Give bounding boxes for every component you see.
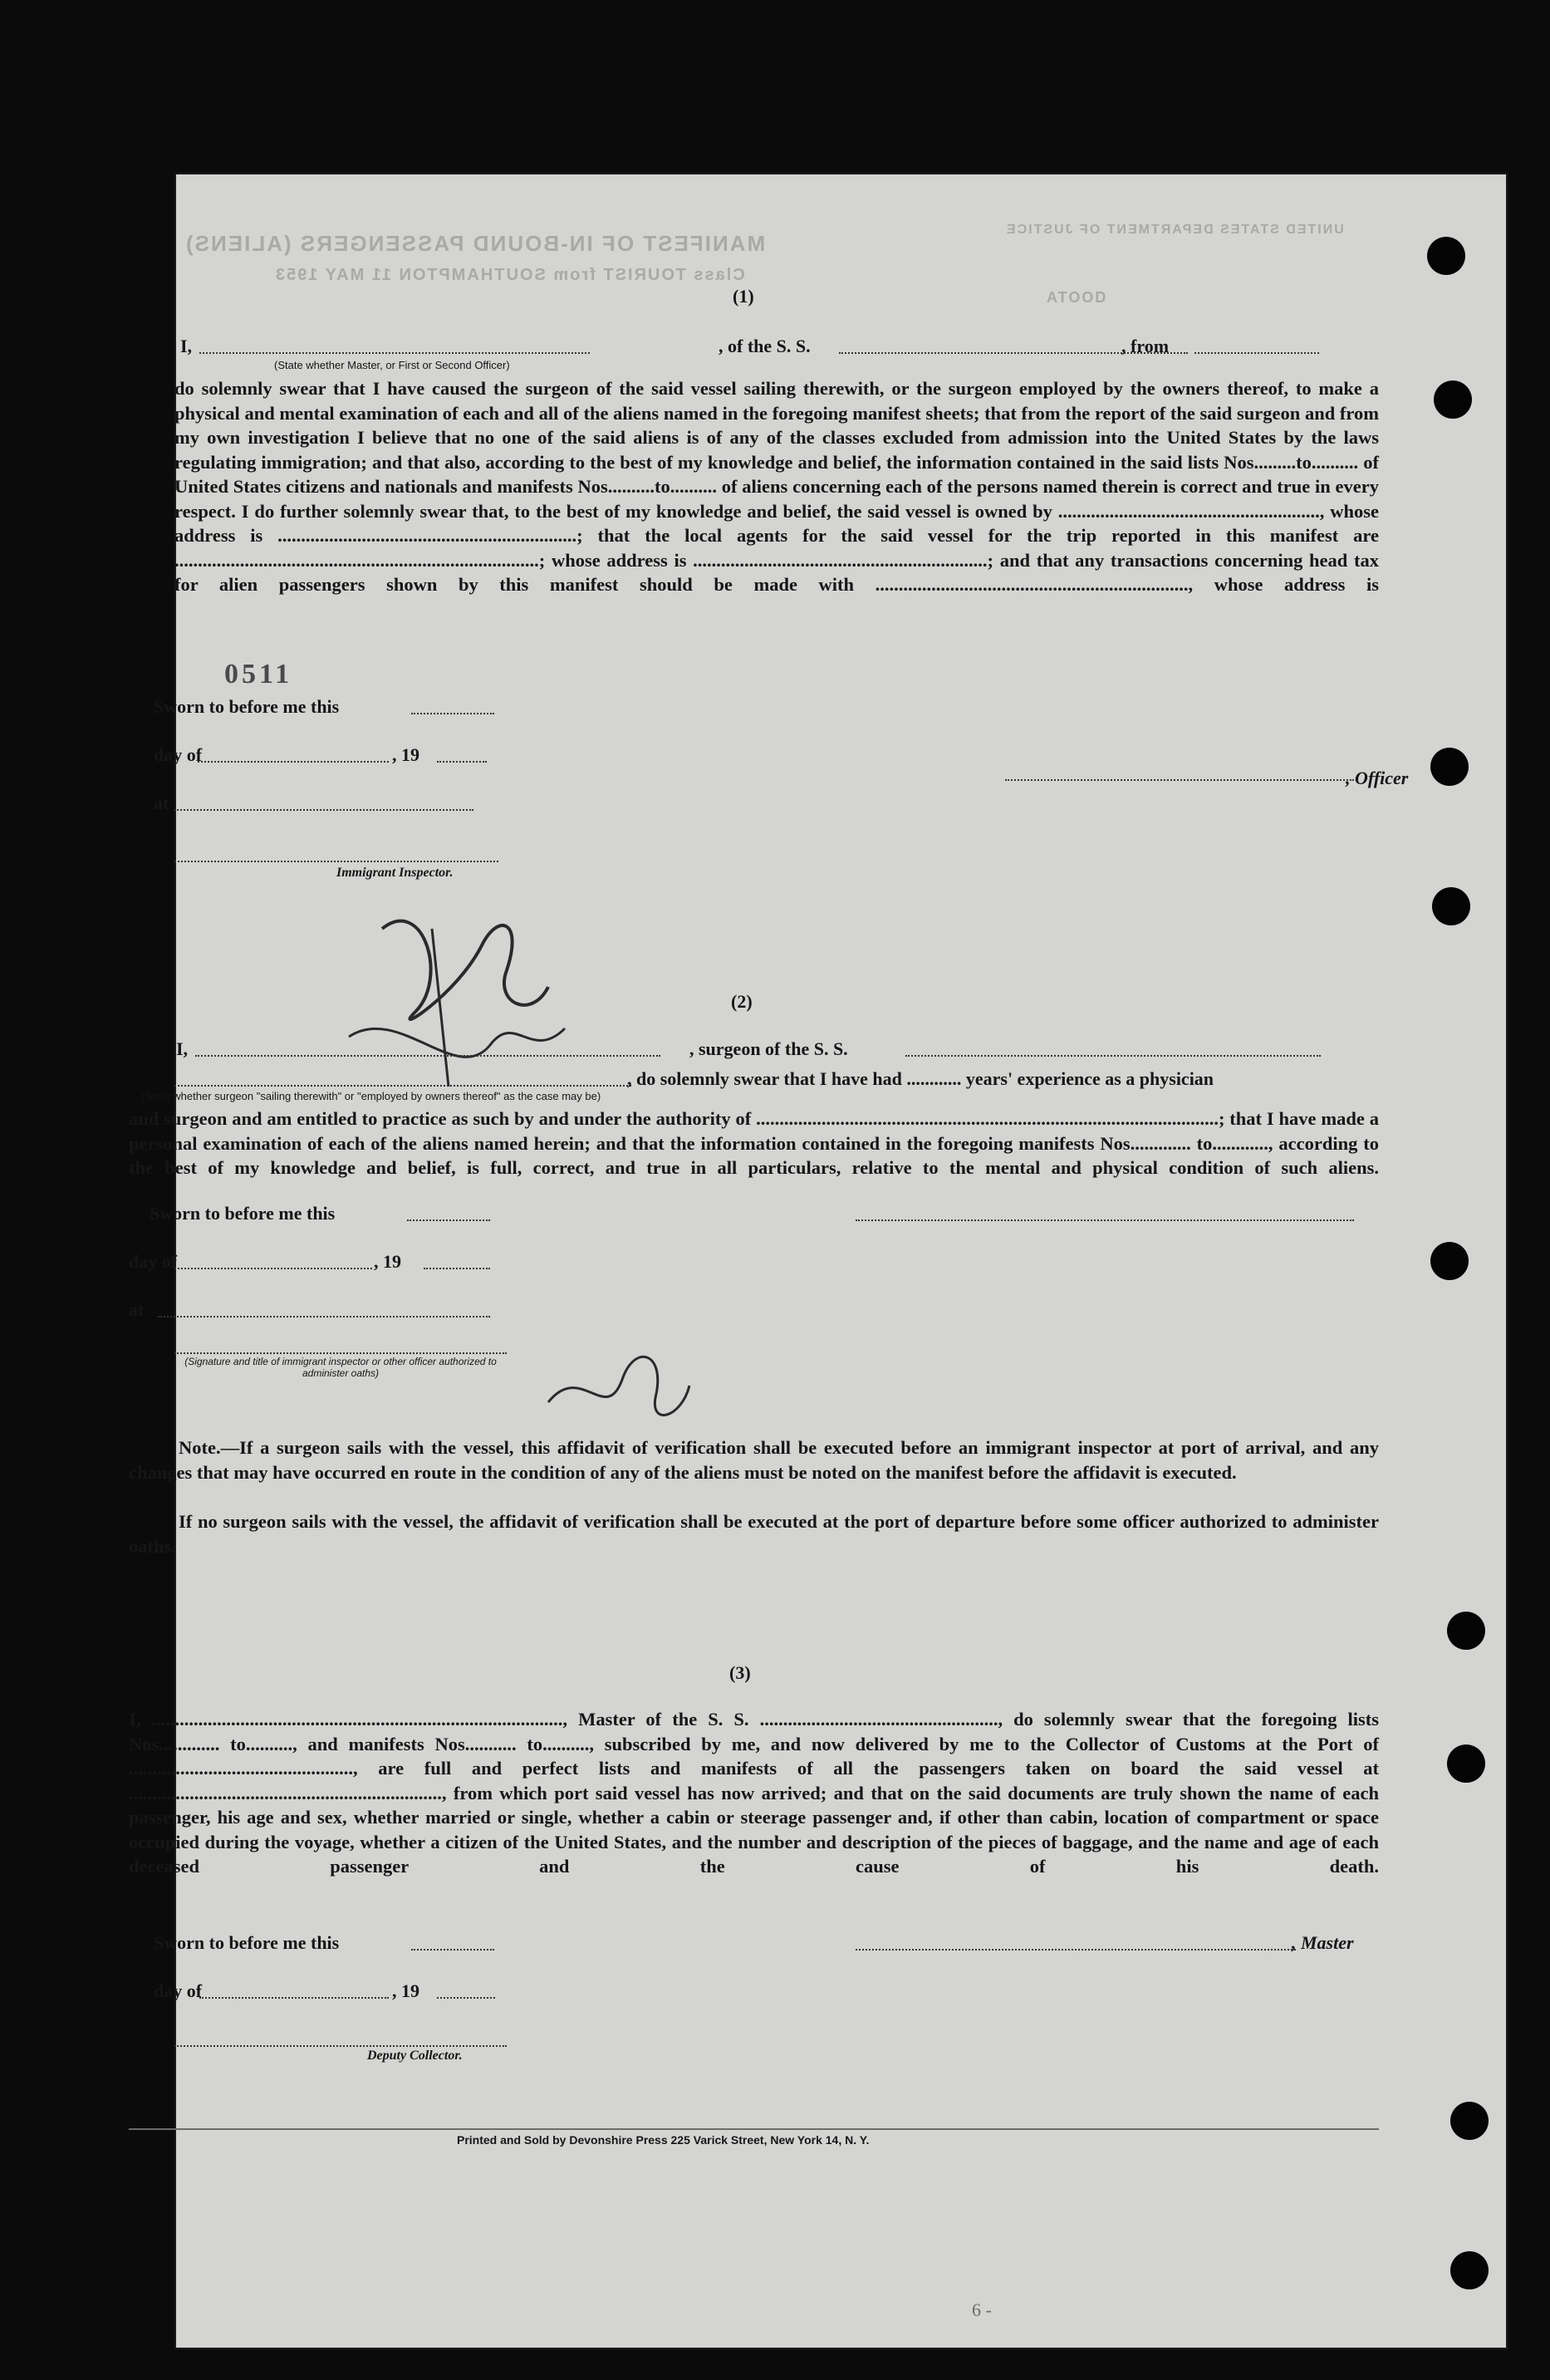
section-1-caption: (State whether Master, or First or Second Officer) — [274, 359, 510, 371]
section-2-sig-caption: (Signature and title of immigrant inspector or other officer authorized to administer oaths) — [184, 1356, 497, 1379]
binder-hole — [1432, 887, 1470, 925]
binder-hole — [1430, 748, 1469, 786]
section-1-officer-title-line — [199, 352, 590, 354]
section-2-day-line — [174, 1268, 372, 1269]
section-2-note-text: —If a surgeon sails with the vessel, this affidavit of verification shall be executed before an immigrant inspector at port of arrival, and any changes that may have occurred en route in the condition of any of the aliens must be noted on the manifest before the affidavit is executed. — [129, 1437, 1379, 1483]
section-3-number: (3) — [729, 1662, 751, 1683]
ghost-header-title: MANIFEST OF IN-BOUND PASSENGERS (ALIENS) — [184, 231, 766, 256]
section-2-type-line — [174, 1085, 631, 1087]
manifest-affidavit-page — [129, 173, 1508, 2349]
ghost-header-right2: ATOOD — [1047, 289, 1108, 306]
section-2-note — [129, 1435, 1379, 1484]
section-3-master: , Master — [1292, 1932, 1354, 1953]
section-1-i-label: I, — [180, 336, 193, 356]
section-2-paragraph: and surgeon and am entitled to practice as such by and under the authority of ...................................................................................................; that I have made a personal examination of each of the aliens named herein; and that the information contained in the foregoing manifests Nos............. to............, according to the best of my knowledge and belief, is full, correct, and true in all particulars, relative to the mental and physical condition of such aliens. — [129, 1108, 1379, 1178]
footer-rule — [129, 2128, 1379, 2130]
section-3-day-of: day of — [154, 1980, 203, 2001]
section-1-sworn: Sworn to before me this — [154, 696, 340, 717]
binder-hole — [1434, 380, 1472, 419]
section-2-name-line — [195, 1055, 660, 1057]
section-1-inspector: Immigrant Inspector. — [336, 866, 454, 880]
section-2-note2-text: If no surgeon sails with the vessel, the affidavit of verification shall be executed at the port of departure before some officer authorized to administer oaths. — [129, 1511, 1379, 1557]
section-2-sworn-line — [407, 1219, 490, 1221]
section-3-deputy-line — [174, 2045, 507, 2047]
section-3-year: , 19 — [392, 1980, 419, 2001]
section-3-day-line — [199, 1997, 389, 1999]
section-2-sworn: Sworn to before me this — [150, 1203, 336, 1224]
ghost-header-right1: UNITED STATES DEPARTMENT OF JUSTICE — [1005, 223, 1344, 237]
section-3-year-line — [437, 1997, 495, 1999]
section-1-from-label: , from — [1121, 336, 1170, 356]
section-1-from-line — [1194, 352, 1319, 354]
section-2-line2: , do solemnly swear that I have had ............ years' experience as a physician — [627, 1068, 1214, 1089]
binder-hole — [1450, 2251, 1489, 2289]
section-1-stamp: 0511 — [224, 659, 293, 689]
section-2-surgeon-of: , surgeon of the S. S. — [689, 1038, 848, 1059]
section-2-at-line — [158, 1316, 490, 1318]
surgeon-signature-icon — [532, 1327, 698, 1444]
section-1-number: (1) — [733, 286, 754, 307]
section-2-at: at — [129, 1299, 145, 1320]
section-1-day-line — [198, 761, 389, 763]
section-1-at: at — [154, 793, 169, 813]
section-2-note2 — [129, 1509, 1379, 1558]
section-2-year-line — [424, 1268, 490, 1269]
footer-printer: Printed and Sold by Devonshire Press 225 Varick Street, New York 14, N. Y. — [457, 2133, 870, 2147]
section-1-inspector-line — [174, 861, 498, 862]
section-1-sworn-line — [411, 713, 494, 714]
section-2-i-label: I, — [176, 1038, 189, 1059]
section-3-sworn-line — [411, 1949, 494, 1951]
section-3-paragraph: I, ........................................................................................, Master of the S. S. ..................................................., do solemnly swear that the foregoing lists Nos............. to.........., and manifests Nos........... to.........., subscribed by me, and now delivered by me to the Collector of Customs at the Port of ................................................, are full and perfect lists and manifests of all the passengers taken on board the said vessel at ..................................................................., from which port said vessel has now arrived; and that on the said documents are truly shown the name of each passenger, his age and sex, whether married or single, whether a cabin or steerage passenger and, if other than cabin, location of compartment or space occupied during the voyage, whether a citizen of the United States, and the number and description of the pieces of baggage, and the name and age of each deceased passenger and the cause of his death. — [129, 1709, 1379, 1877]
section-1-of-ss: , of the S. S. — [719, 336, 811, 356]
section-2-surgeon-sig-line — [856, 1219, 1354, 1221]
ghost-header-line2: Class TOURIST from SOUTHAMPTON 11 MAY 1953 — [274, 266, 745, 284]
binder-hole — [1427, 237, 1465, 275]
inspector-signature-icon — [332, 879, 581, 1095]
binder-hole — [1447, 1745, 1485, 1783]
section-3-master-line — [856, 1949, 1296, 1951]
section-2-day-of: day of — [129, 1251, 178, 1272]
binder-hole — [1447, 1612, 1485, 1650]
section-1-officer: , Officer — [1346, 768, 1409, 788]
section-1-officer-line — [1005, 779, 1354, 781]
section-1-year-line — [437, 761, 487, 763]
section-3-sworn: Sworn to before me this — [154, 1932, 340, 1953]
section-2-caption: (State whether surgeon "sailing therewith" or "employed by owners thereof" as the case may be) — [141, 1090, 601, 1102]
section-2-number: (2) — [731, 991, 753, 1012]
section-1-paragraph: do solemnly swear that I have caused the surgeon of the said vessel sailing therewith, or the surgeon employed by the owners thereof, to make a physical and mental examination of each and all of the aliens named in the foregoing manifest sheets; that from the report of the said surgeon and from my own investigation I believe that no one of the said aliens is of any of the classes excluded from admission into the United States by the laws regulating immigration; and that also, according to the best of my knowledge and belief, the information contained in the said lists Nos.........to.......... of United States citizens and nationals and manifests Nos..........to.......... of aliens concerning each of the persons named therein is correct and true in every respect. I do further solemnly swear that, to the best of my knowledge and belief, the said vessel is owned by ........................................................, whose address is ................................................................; that the local agents for the said vessel for the trip reported in this manifest are ..............................................................................; whose address is ...............................................................; and that any transactions concerning head tax for alien passengers shown by this manifest should be made with ..................................................................., whose address is — [174, 378, 1379, 595]
section-2-year: , 19 — [374, 1251, 401, 1272]
binder-hole — [1430, 1242, 1469, 1280]
section-3-deputy: Deputy Collector. — [367, 2049, 463, 2063]
section-1-at-line — [174, 809, 473, 811]
section-2-note-label: Note. — [179, 1437, 221, 1458]
footer-bottom-mark: 6 - — [972, 2299, 992, 2320]
section-1-year: , 19 — [392, 744, 419, 765]
section-2-sig-line — [174, 1352, 507, 1354]
section-2-vessel-line — [905, 1055, 1321, 1057]
section-1-day-of: day of — [154, 744, 203, 765]
binder-hole — [1450, 2102, 1489, 2140]
